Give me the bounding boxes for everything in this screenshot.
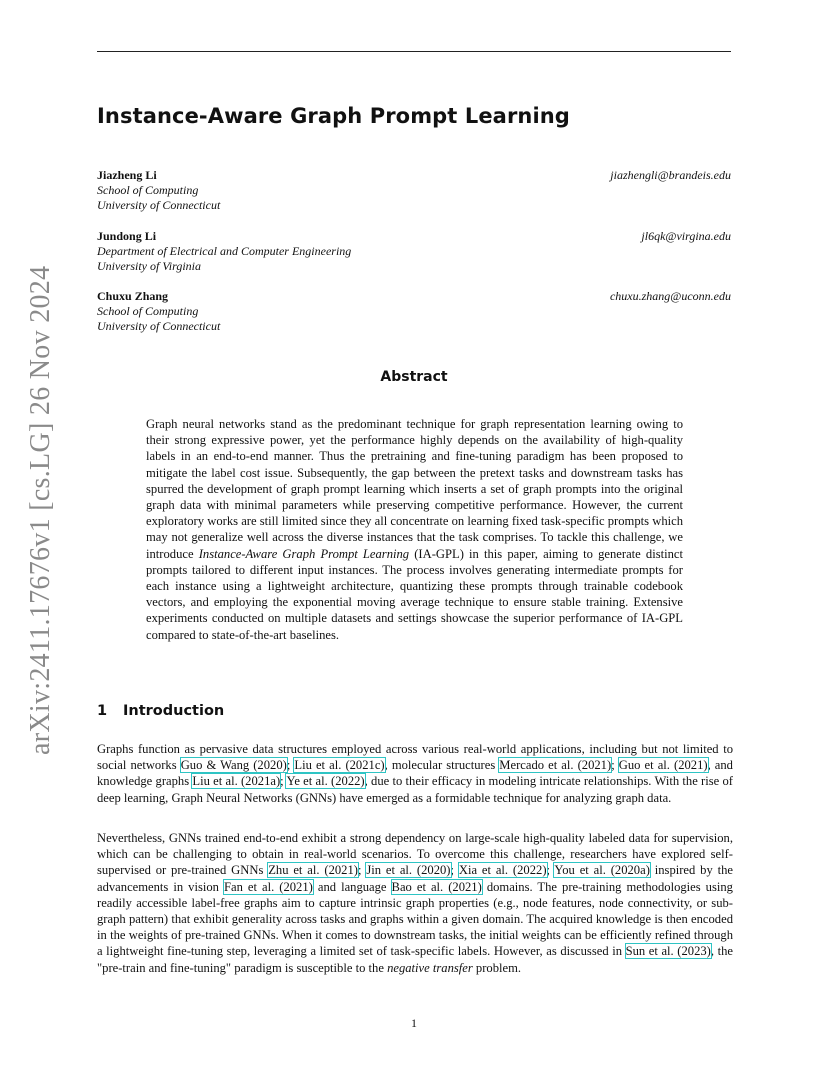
paragraph-text: Graphs function as pervasive data structures employed across various real-world applications, including but not limited to social networks <box>97 742 733 773</box>
paper-title: Instance-Aware Graph Prompt Learning <box>97 104 570 128</box>
citation-link[interactable]: Jin et al. (2020) <box>366 863 451 878</box>
author-email[interactable]: jl6qk@virgina.edu <box>641 229 731 243</box>
paragraph-text: problem. <box>472 960 522 975</box>
section-title: Introduction <box>123 703 225 719</box>
abstract-italic-term: Instance-Aware Graph Prompt Learning <box>198 546 410 561</box>
author-block-2 <box>97 229 731 274</box>
citation-link[interactable]: Guo & Wang (2020) <box>180 758 287 773</box>
intro-paragraph-1 <box>97 741 733 806</box>
citation-link[interactable]: Guo et al. (2021) <box>618 758 708 773</box>
citation-link[interactable]: Fan et al. (2021) <box>223 879 313 894</box>
section-number: 1 <box>97 703 108 719</box>
intro-paragraph-2 <box>97 830 733 976</box>
paragraph-text: ; <box>286 758 295 773</box>
citation-link[interactable]: Liu et al. (2021c) <box>294 758 385 773</box>
paragraph-text: and language <box>312 879 392 894</box>
abstract-text-part: (IA-GPL) in this paper, aiming to generate distinct prompts tailored to different input instances. The process involves generating intermediate prompts for each instance using a lightweight architecture, quantizing these prompts through trainable codebook vectors, and employing the exponential moving average technique to ensure stable training. Extensive experiments conducted on multiple datasets and settings showcase the superior performance of IA-GPL compared to state-of-the-art baselines. <box>146 546 683 642</box>
citation-link[interactable]: You et al. (2020a) <box>554 863 650 878</box>
author-name: Jundong Li <box>97 229 157 243</box>
citation-link[interactable]: Xia et al. (2022) <box>458 863 547 878</box>
author-affiliation: University of Virginia <box>97 259 201 273</box>
citation-link[interactable]: Bao et al. (2021) <box>391 879 482 894</box>
author-affiliation: School of Computing <box>97 183 199 197</box>
paragraph-text: , molecular structures <box>384 758 500 773</box>
author-affiliation: School of Computing <box>97 304 199 318</box>
italic-term: negative transfer <box>387 960 473 975</box>
paragraph-text: inspired by the advancements in vision <box>97 863 734 894</box>
arxiv-identifier: arXiv:2411.17676v1 [cs.LG] 26 Nov 2024 <box>25 265 56 755</box>
author-name: Chuxu Zhang <box>97 289 169 303</box>
author-block-1 <box>97 168 731 213</box>
abstract-heading: Abstract <box>380 369 448 385</box>
top-rule <box>97 51 731 52</box>
paragraph-text: Nevertheless, GNNs trained end-to-end exhibit a strong dependency on large-scale high-quality labeled data for supervision, which can be challenging to obtain in real-world scenarios. To overcome this challenge, researchers have explored self-supervised or pre-trained GNNs <box>97 831 733 878</box>
paragraph-text: , due to their efficacy in modeling intricate relationships. With the rise of deep learning, Graph Neural Networks (GNNs) have emerged as a formidable technique for analyzing graph data. <box>97 774 733 805</box>
citation-link[interactable]: Liu et al. (2021a) <box>192 774 281 789</box>
abstract-text <box>146 416 683 643</box>
paragraph-text: ; <box>546 863 555 878</box>
page-number: 1 <box>411 1016 417 1030</box>
abstract-text-part: Graph neural networks stand as the predominant technique for graph representation learning owing to their strong expressive power, yet the performance highly depends on the availability of high-quality labels in an end-to-end manner. Thus the pretraining and fine-tuning paradigm has been proposed to mitigate the label cost issue. Subsequently, the gap between the pretext tasks and downstream tasks has spurred the development of graph prompt learning which inserts a set of graph prompts into the original graph data with minimal parameters while preserving competitive performance. However, the current exploratory works are still limited since they all concentrate on learning fixed task-specific prompts which may not generalize well across the diverse instances that the task comprises. To tackle this challenge, we introduce <box>146 417 683 561</box>
paragraph-text: ; <box>280 774 287 789</box>
paragraph-text: ; <box>357 863 367 878</box>
citation-link[interactable]: Ye et al. (2022) <box>286 774 365 789</box>
author-block-3 <box>97 289 731 334</box>
citation-link[interactable]: Mercado et al. (2021) <box>499 758 612 773</box>
author-affiliation: Department of Electrical and Computer Engineering <box>97 244 352 258</box>
author-affiliation: University of Connecticut <box>97 198 221 212</box>
paragraph-text: , and knowledge graphs <box>97 758 733 789</box>
citation-link[interactable]: Zhu et al. (2021) <box>268 863 358 878</box>
paragraph-text: domains. The pre-training methodologies using readily accessible label-free graphs aim to capture intrinsic graph properties (e.g., node features, node connectivity, or sub-graph pattern) that exhibit generality across tasks and graphs within a given domain. The acquired knowledge is then encoded in the weights of pre-trained GNNs. When it comes to downstream tasks, the initial weights can be efficiently refined through a lightweight fine-tuning step, leveraging a limited set of task-specific labels. However, as discussed in <box>97 879 733 959</box>
section-heading <box>97 703 224 719</box>
paragraph-text: ; <box>450 863 459 878</box>
author-email[interactable]: chuxu.zhang@uconn.edu <box>609 289 731 303</box>
author-name: Jiazheng Li <box>97 168 157 182</box>
citation-link[interactable]: Sun et al. (2023) <box>625 944 711 959</box>
paragraph-text: , the "pre-train and fine-tuning" paradigm is susceptible to the <box>97 944 733 975</box>
author-affiliation: University of Connecticut <box>97 319 221 333</box>
author-email[interactable]: jiazhengli@brandeis.edu <box>610 168 731 182</box>
paragraph-text: ; <box>611 758 619 773</box>
